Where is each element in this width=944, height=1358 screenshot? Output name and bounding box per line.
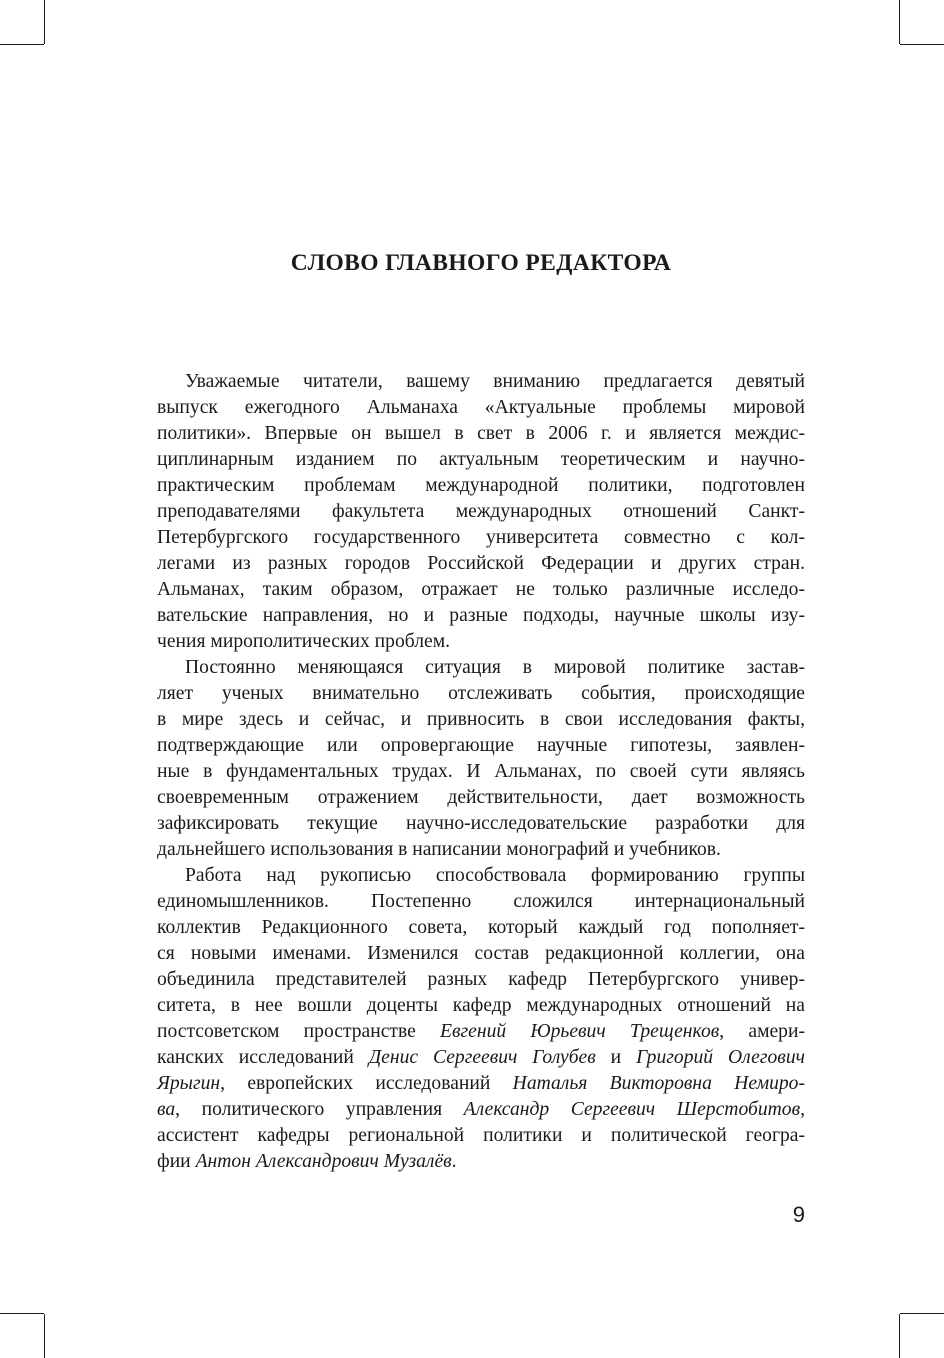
paragraph-line: политики». Впервые он вышел в свет в 2006 г. и является междис- (157, 423, 805, 444)
paragraph-3 (157, 863, 805, 1175)
person-name: Александр Сергеевич Шерстобитов (463, 1099, 801, 1120)
paragraph-line: Постоянно меняющаяся ситуация в мировой политике застав- (185, 657, 805, 678)
paragraph-line: дальнейшего использования в написании монографий и учебников. (157, 839, 721, 860)
paragraph-line: Работа над рукописью способствовала формированию группы (185, 865, 805, 886)
line-text: , амери- (719, 1021, 805, 1042)
paragraph-line: циплинарным изданием по актуальным теоретическим и научно- (157, 449, 805, 470)
person-name: Григорий Олегович (636, 1047, 805, 1068)
line-text: фии (157, 1151, 196, 1172)
line-text: , (800, 1099, 805, 1120)
paragraph-line: легами из разных городов Российской Федерации и других стран. (157, 553, 805, 574)
person-name: Денис Сергеевич Голубев (368, 1047, 596, 1068)
paragraph-line: коллектив Редакционного совета, который каждый год пополняет- (157, 917, 805, 938)
crop-mark-top-left (44, 0, 45, 44)
paragraph-line (157, 1045, 805, 1071)
person-name: Ярыгин (157, 1073, 221, 1094)
body-text (157, 369, 805, 1175)
line-text: , политического управления (175, 1099, 464, 1120)
paragraph-line: в мире здесь и сейчас, и привносить в свои исследования факты, (157, 709, 805, 730)
paragraph-line: вательские направления, но и разные подходы, научные школы изу- (157, 605, 805, 626)
person-name: Наталья Викторовна Немиро- (512, 1073, 806, 1094)
paragraph-line (157, 1019, 805, 1045)
paragraph-line (157, 1097, 805, 1123)
crop-mark-top-left-h (0, 44, 44, 45)
person-name: Антон Александрович Музалёв (195, 1151, 452, 1172)
line-text: канских исследований (157, 1047, 369, 1068)
paragraph-line (157, 1149, 805, 1175)
person-name: ва (157, 1099, 176, 1120)
page-title: СЛОВО ГЛАВНОГО РЕДАКТОРА (290, 250, 672, 276)
paragraph-2 (157, 655, 805, 863)
paragraph-line: Уважаемые читатели, вашему вниманию предлагается девятый (185, 371, 805, 392)
person-name: Евгений Юрьевич Трещенков (440, 1021, 720, 1042)
paragraph-line: подтверждающие или опровергающие научные гипотезы, заявлен- (157, 735, 805, 756)
paragraph-line: преподавателями факультета международных отношений Санкт- (157, 501, 805, 522)
paragraph-line: ные в фундаментальных трудах. И Альманах, по своей сути являясь (157, 761, 805, 782)
paragraph-line: чения мирополитических проблем. (157, 631, 451, 652)
line-text: , европейских исследований (220, 1073, 513, 1094)
paragraph-line: ассистент кафедры региональной политики и политической геогра- (157, 1125, 805, 1146)
line-text: и (595, 1047, 637, 1068)
paragraph-line: ляет ученых внимательно отслеживать события, происходящие (157, 683, 805, 704)
line-text: постсоветском пространстве (157, 1021, 441, 1042)
crop-mark-bottom-right-h (900, 1313, 944, 1314)
paragraph-line: ся новыми именами. Изменился состав редакционной коллегии, она (157, 943, 805, 964)
paragraph-line: Альманах, таким образом, отражает не только различные исследо- (157, 579, 805, 600)
paragraph-1 (157, 369, 805, 655)
paragraph-line: зафиксировать текущие научно-исследовательские разработки для (157, 813, 805, 834)
crop-mark-top-right (899, 0, 900, 44)
paragraph-line: единомышленников. Постепенно сложился интернациональный (157, 891, 805, 912)
crop-mark-bottom-left (44, 1314, 45, 1358)
page-number: 9 (792, 1202, 805, 1227)
paragraph-line: своевременным отражением действительности, дает возможность (157, 787, 805, 808)
paragraph-line: практическим проблемам международной политики, подготовлен (157, 475, 805, 496)
crop-mark-top-right-h (900, 44, 944, 45)
paragraph-line: ситета, в нее вошли доценты кафедр международных отношений на (157, 995, 805, 1016)
crop-mark-bottom-left-h (0, 1313, 44, 1314)
paragraph-line: Петербургского государственного университета совместно с кол- (157, 527, 805, 548)
crop-mark-bottom-right (899, 1314, 900, 1358)
paragraph-line: выпуск ежегодного Альманаха «Актуальные проблемы мировой (157, 397, 805, 418)
paragraph-line: объединила представителей разных кафедр Петербургского универ- (157, 969, 805, 990)
line-text: . (451, 1151, 457, 1172)
paragraph-line (157, 1071, 805, 1097)
